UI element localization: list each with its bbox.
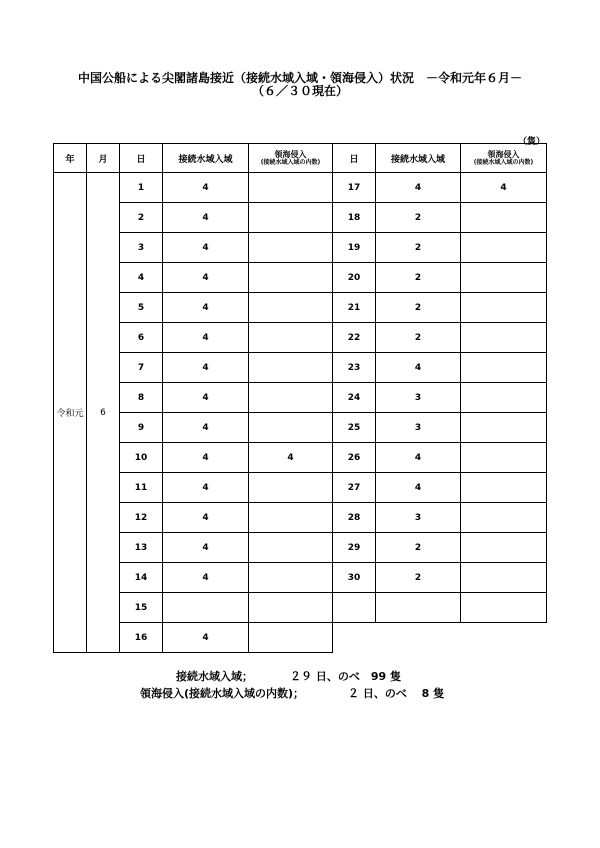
day-cell: 1	[120, 173, 163, 203]
territorial-cell	[249, 503, 333, 533]
territorial-cell	[461, 413, 547, 443]
page-title	[0, 72, 600, 98]
month-cell: 6	[87, 173, 120, 653]
contiguous-cell: 4	[163, 353, 249, 383]
territorial-cell	[461, 593, 547, 623]
day-cell: 19	[333, 233, 376, 263]
table-row	[333, 383, 547, 413]
table-row	[333, 293, 547, 323]
contiguous-cell: 3	[376, 383, 461, 413]
day-cell: 25	[333, 413, 376, 443]
header-territorial	[461, 144, 547, 173]
table-row	[333, 533, 547, 563]
territorial-cell	[249, 203, 333, 233]
day-cell: 29	[333, 533, 376, 563]
header-territorial-main: 領海侵入	[487, 150, 520, 159]
contiguous-cell: 2	[376, 293, 461, 323]
table-row	[333, 353, 547, 383]
territorial-cell	[249, 383, 333, 413]
table-row	[333, 203, 547, 233]
day-cell: 5	[120, 293, 163, 323]
territorial-cell	[461, 233, 547, 263]
day-cell: 10	[120, 443, 163, 473]
territorial-cell: 4	[249, 443, 333, 473]
territorial-cell: 4	[461, 173, 547, 203]
territorial-cell	[249, 593, 333, 623]
contiguous-cell: 4	[163, 623, 249, 653]
header-territorial-main: 領海侵入	[274, 150, 307, 159]
day-cell: 12	[120, 503, 163, 533]
summary-territorial-value: ２ 日、のべ 8 隻	[348, 687, 445, 700]
table-row	[333, 503, 547, 533]
table-row	[54, 173, 333, 203]
day-cell: 14	[120, 563, 163, 593]
contiguous-cell: 4	[376, 353, 461, 383]
territorial-cell	[249, 623, 333, 653]
table-row	[333, 323, 547, 353]
territorial-cell	[249, 173, 333, 203]
contiguous-cell: 4	[163, 293, 249, 323]
contiguous-cell: 4	[163, 473, 249, 503]
contiguous-cell: 2	[376, 263, 461, 293]
table-row	[333, 563, 547, 593]
contiguous-cell	[163, 593, 249, 623]
contiguous-cell: 4	[376, 443, 461, 473]
contiguous-cell	[376, 593, 461, 623]
territorial-cell	[249, 263, 333, 293]
territorial-cell	[461, 353, 547, 383]
contiguous-cell: 4	[163, 443, 249, 473]
contiguous-cell: 2	[376, 533, 461, 563]
contiguous-cell: 3	[376, 413, 461, 443]
day-cell: 26	[333, 443, 376, 473]
header-contiguous: 接続水域入域	[163, 144, 249, 173]
summary-contiguous-value: ２９ 日、のべ 99 隻	[290, 670, 401, 683]
contiguous-cell: 4	[376, 173, 461, 203]
table-row	[333, 413, 547, 443]
territorial-cell	[461, 563, 547, 593]
day-cell: 3	[120, 233, 163, 263]
day-cell: 20	[333, 263, 376, 293]
contiguous-cell: 4	[163, 263, 249, 293]
day-cell: 11	[120, 473, 163, 503]
contiguous-cell: 2	[376, 323, 461, 353]
contiguous-cell: 3	[376, 503, 461, 533]
contiguous-cell: 4	[163, 323, 249, 353]
territorial-cell	[461, 473, 547, 503]
day-cell	[333, 593, 376, 623]
table-row	[333, 443, 547, 473]
header-contiguous: 接続水域入域	[376, 144, 461, 173]
header-year: 年	[54, 144, 87, 173]
day-cell: 28	[333, 503, 376, 533]
territorial-cell	[249, 533, 333, 563]
territorial-cell	[249, 323, 333, 353]
header-month: 月	[87, 144, 120, 173]
territorial-cell	[249, 353, 333, 383]
contiguous-cell: 2	[376, 563, 461, 593]
table-row	[333, 173, 547, 203]
table-row	[333, 233, 547, 263]
day-cell: 7	[120, 353, 163, 383]
summary-territorial-label: 領海侵入(接続水域入域の内数)；	[140, 687, 305, 700]
territorial-cell	[461, 263, 547, 293]
table-row	[333, 593, 547, 623]
day-cell: 9	[120, 413, 163, 443]
contiguous-cell: 4	[163, 233, 249, 263]
day-cell: 30	[333, 563, 376, 593]
contiguous-cell: 4	[376, 473, 461, 503]
title-line-2: （６／３０現在）	[251, 84, 348, 98]
header-territorial-sub: (接続水域入域の内数)	[473, 159, 534, 166]
day-cell: 16	[120, 623, 163, 653]
day-cell: 6	[120, 323, 163, 353]
day-cell: 8	[120, 383, 163, 413]
header-territorial	[249, 144, 333, 173]
contiguous-cell: 2	[376, 233, 461, 263]
day-cell: 2	[120, 203, 163, 233]
contiguous-cell: 2	[376, 203, 461, 233]
year-cell: 令和元	[54, 173, 87, 653]
territorial-cell	[461, 503, 547, 533]
contiguous-cell: 4	[163, 203, 249, 233]
title-line-1: 中国公船による尖閣諸島接近（接続水域入域・領海侵入）状況 －令和元年６月－	[77, 71, 522, 85]
left-table	[53, 143, 333, 653]
territorial-cell	[249, 473, 333, 503]
day-cell: 4	[120, 263, 163, 293]
territorial-cell	[461, 293, 547, 323]
territorial-cell	[461, 533, 547, 563]
table-row	[333, 473, 547, 503]
contiguous-cell: 4	[163, 503, 249, 533]
day-cell: 23	[333, 353, 376, 383]
day-cell: 17	[333, 173, 376, 203]
territorial-cell	[461, 323, 547, 353]
unit-label: （隻）	[517, 137, 545, 147]
contiguous-cell: 4	[163, 383, 249, 413]
territorial-cell	[249, 293, 333, 323]
header-day: 日	[120, 144, 163, 173]
contiguous-cell: 4	[163, 533, 249, 563]
territorial-cell	[249, 413, 333, 443]
day-cell: 27	[333, 473, 376, 503]
contiguous-cell: 4	[163, 413, 249, 443]
header-day: 日	[333, 144, 376, 173]
contiguous-cell: 4	[163, 563, 249, 593]
day-cell: 18	[333, 203, 376, 233]
right-table	[332, 143, 547, 623]
day-cell: 24	[333, 383, 376, 413]
contiguous-cell: 4	[163, 173, 249, 203]
territorial-cell	[461, 203, 547, 233]
territorial-cell	[461, 383, 547, 413]
table-row	[333, 263, 547, 293]
day-cell: 22	[333, 323, 376, 353]
day-cell: 15	[120, 593, 163, 623]
territorial-cell	[249, 233, 333, 263]
territorial-cell	[249, 563, 333, 593]
day-cell: 13	[120, 533, 163, 563]
day-cell: 21	[333, 293, 376, 323]
header-territorial-sub: (接続水域入域の内数)	[260, 159, 321, 166]
territorial-cell	[461, 443, 547, 473]
summary-contiguous-label: 接続水域入域；	[176, 670, 253, 683]
